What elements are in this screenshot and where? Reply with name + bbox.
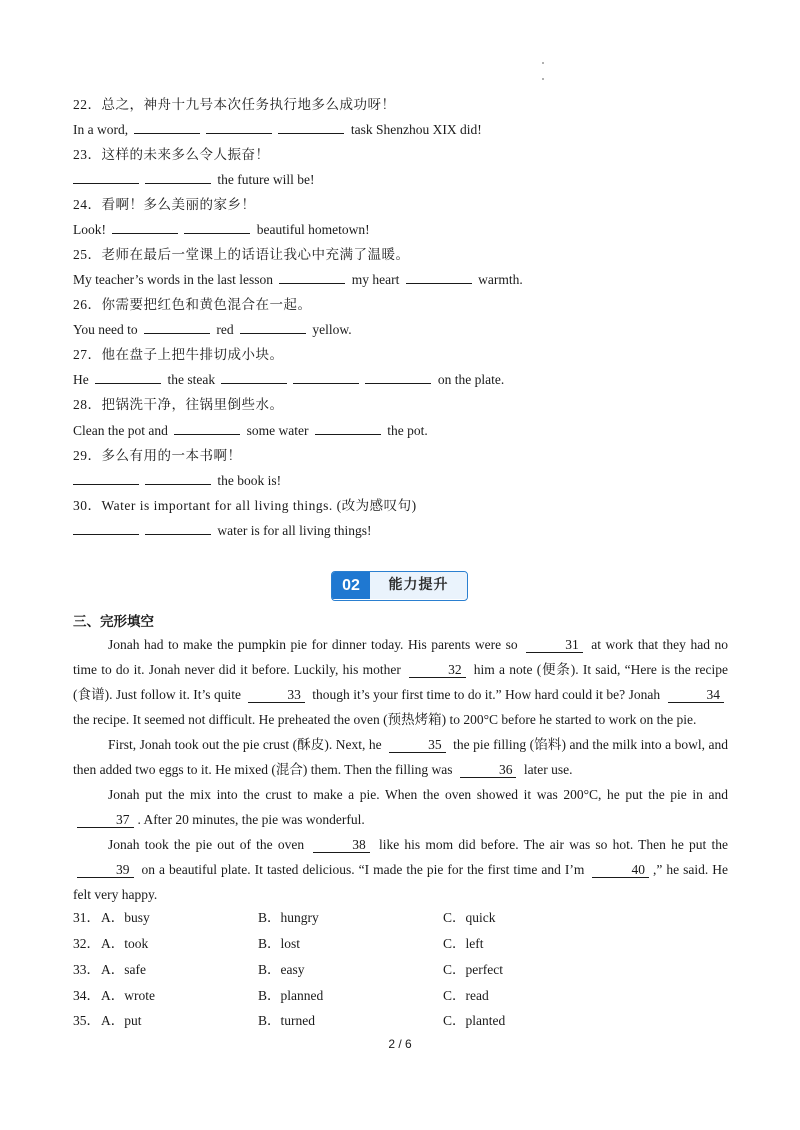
exercise-23-prompt: 23．这样的未来多么令人振奋！ (73, 147, 270, 162)
exercise-22-answer-line (73, 121, 482, 139)
exercise-24-prompt: 24．看啊！多么美丽的家乡！ (73, 197, 256, 212)
question-31-number: 31． (73, 910, 100, 925)
answer-blank[interactable] (279, 271, 345, 284)
exercise-30-prompt: 30．Water is important for all living things. (改为感叹句) (73, 498, 417, 513)
answer-blank[interactable] (144, 321, 210, 334)
banner-number: 02 (332, 572, 370, 599)
question-33-option-b[interactable]: B．easy (258, 962, 305, 977)
passage-text: ,” he said. He felt very happy. (73, 862, 728, 902)
exercise-26-text-mid: red (213, 322, 238, 337)
passage-text: though it’s your first time to do it.” How hard could it be? Jonah (308, 687, 664, 702)
exercise-27-prompt: 27．他在盘子上把牛排切成小块。 (73, 347, 284, 362)
exercise-28-answer-line (73, 422, 428, 440)
scan-marks (542, 62, 546, 94)
question-32-option-b[interactable]: B．lost (258, 936, 301, 951)
exercise-24-text-before: Look! (73, 222, 110, 237)
question-35-option-b[interactable]: B．turned (258, 1013, 315, 1028)
answer-blank-35[interactable]: 35 (389, 737, 446, 753)
question-32-option-a[interactable]: A．took (101, 936, 149, 951)
answer-blank[interactable] (145, 522, 211, 535)
exercise-24-answer-line (73, 221, 370, 239)
answer-blank[interactable] (406, 271, 472, 284)
answer-blank[interactable] (73, 472, 139, 485)
answer-blank[interactable] (73, 171, 139, 184)
passage-text: Jonah took the pie out of the oven (108, 837, 310, 852)
question-33-number: 33． (73, 962, 100, 977)
answer-blank[interactable] (315, 422, 381, 435)
exercise-22-text-before: In a word, (73, 122, 132, 137)
answer-blank-37[interactable]: 37 (77, 812, 134, 828)
passage-paragraph-3 (73, 782, 728, 832)
question-31-option-a[interactable]: A．busy (101, 910, 150, 925)
answer-blank[interactable] (184, 221, 250, 234)
exercise-27-text-after: on the plate. (434, 372, 505, 387)
page-number: 2 / 6 (388, 1037, 412, 1051)
exercise-25-text-before: My teacher’s words in the last lesson (73, 272, 277, 287)
exercise-26-text-before: You need to (73, 322, 142, 337)
answer-blank[interactable] (145, 472, 211, 485)
question-33-option-a[interactable]: A．safe (101, 962, 146, 977)
exercise-22-text-after: task Shenzhou XIX did! (347, 122, 482, 137)
answer-blank-36[interactable]: 36 (460, 762, 517, 778)
cloze-passage (73, 632, 728, 907)
exercise-28-text-after: the pot. (383, 423, 428, 438)
question-32-option-c[interactable]: C．left (443, 936, 484, 951)
question-35-number: 35． (73, 1013, 100, 1028)
answer-blank-32[interactable]: 32 (409, 662, 466, 678)
passage-text: later use. (520, 762, 573, 777)
exercise-27-text-before: He (73, 372, 93, 387)
answer-blank[interactable] (112, 221, 178, 234)
exercise-22-prompt: 22．总之，神舟十九号本次任务执行地多么成功呀！ (73, 97, 396, 112)
passage-paragraph-4 (73, 832, 728, 907)
passage-paragraph-1 (73, 632, 728, 732)
exercise-29-prompt: 29．多么有用的一本书啊！ (73, 448, 242, 463)
exercise-27-text-mid: the steak (164, 372, 219, 387)
passage-text: the recipe. It seemed not difficult. He preheated the oven (预热烤箱) to 200°C before he started to work on the pie. (73, 712, 697, 727)
passage-text: him a note (便条). It said, “Here is the recipe (食谱). Just follow it. It’s quite (73, 662, 728, 702)
exercise-28-text-mid: some water (243, 423, 312, 438)
answer-blank[interactable] (221, 371, 287, 384)
answer-blank-39[interactable]: 39 (77, 862, 134, 878)
exercise-26-text-after: yellow. (309, 322, 352, 337)
exercise-23-answer-line (73, 171, 314, 189)
question-31-option-c[interactable]: C．quick (443, 910, 496, 925)
exercise-26-prompt: 26．你需要把红色和黄色混合在一起。 (73, 297, 312, 312)
passage-paragraph-2 (73, 732, 728, 782)
exercise-25-text-after: warmth. (474, 272, 523, 287)
answer-blank[interactable] (278, 121, 344, 134)
question-34-option-b[interactable]: B．planned (258, 988, 324, 1003)
answer-blank[interactable] (365, 371, 431, 384)
passage-text: First, Jonah took out the pie crust (酥皮). Next, he (108, 737, 386, 752)
question-34-number: 34． (73, 988, 100, 1003)
passage-text: Jonah put the mix into the crust to make a pie. When the oven showed it was 200°C, he put the pie in and (108, 787, 728, 802)
passage-text: on a beautiful plate. It tasted delicious. “I made the pie for the first time and I’m (137, 862, 589, 877)
answer-blank[interactable] (293, 371, 359, 384)
section-banner (331, 571, 468, 601)
question-34-option-a[interactable]: A．wrote (101, 988, 155, 1003)
answer-blank-31[interactable]: 31 (526, 637, 583, 653)
question-32-number: 32． (73, 936, 100, 951)
answer-blank-34[interactable]: 34 (668, 687, 725, 703)
section-title: 三、完形填空 (73, 614, 154, 630)
answer-blank[interactable] (174, 422, 240, 435)
exercise-27-answer-line (73, 371, 504, 389)
passage-text: like his mom did before. The air was so hot. Then he put the (373, 837, 728, 852)
answer-blank[interactable] (134, 121, 200, 134)
passage-text: at work that they had no time to do it. Jonah never did it before. Luckily, his mother (73, 637, 729, 677)
question-35-option-a[interactable]: A．put (101, 1013, 142, 1028)
passage-text: the pie filling (馅料) and the milk into a bowl, and then added two eggs to it. He mixed (混合) them. Then the filling was (73, 737, 728, 777)
exercise-29-text-after: the book is! (214, 473, 282, 488)
exercise-30-answer-line (73, 522, 371, 540)
banner-title: 能力提升 (370, 572, 467, 599)
answer-blank[interactable] (95, 371, 161, 384)
answer-blank[interactable] (240, 321, 306, 334)
answer-blank[interactable] (145, 171, 211, 184)
exercise-25-prompt: 25．老师在最后一堂课上的话语让我心中充满了温暖。 (73, 247, 410, 262)
exercise-25-answer-line (73, 271, 523, 289)
question-33-option-c[interactable]: C．perfect (443, 962, 503, 977)
exercise-26-answer-line (73, 321, 352, 339)
exercise-28-text-before: Clean the pot and (73, 423, 172, 438)
answer-blank[interactable] (73, 522, 139, 535)
exercise-24-text-after: beautiful hometown! (253, 222, 370, 237)
answer-blank-33[interactable]: 33 (248, 687, 305, 703)
answer-blank-40[interactable]: 40 (592, 862, 649, 878)
question-34-option-c[interactable]: C．read (443, 988, 489, 1003)
exercise-30-text-after: water is for all living things! (214, 523, 372, 538)
exercise-28-prompt: 28．把锅洗干净，往锅里倒些水。 (73, 397, 284, 412)
exercise-25-text-mid: my heart (348, 272, 403, 287)
question-31-option-b[interactable]: B．hungry (258, 910, 319, 925)
exercise-23-text-after: the future will be! (214, 172, 315, 187)
passage-text: Jonah had to make the pumpkin pie for dinner today. His parents were so (108, 637, 523, 652)
answer-blank-38[interactable]: 38 (313, 837, 370, 853)
answer-blank[interactable] (206, 121, 272, 134)
question-35-option-c[interactable]: C．planted (443, 1013, 506, 1028)
exercise-29-answer-line (73, 472, 281, 490)
passage-text: . After 20 minutes, the pie was wonderful. (137, 812, 365, 827)
